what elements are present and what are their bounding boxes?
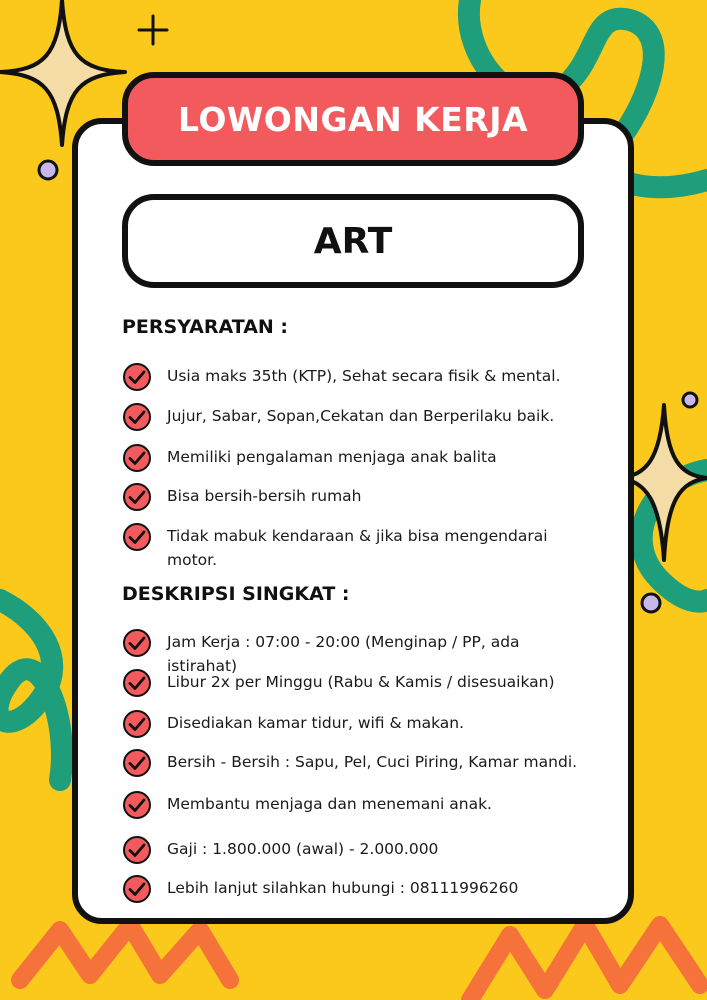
check-circle-icon xyxy=(122,482,152,512)
description-item-text: Lebih lanjut silahkan hubungi : 08111996260 xyxy=(167,879,519,897)
check-circle-icon xyxy=(122,362,152,392)
orange-zigzag-bottom xyxy=(20,925,700,1000)
check-circle-icon xyxy=(122,402,152,432)
requirements-heading: PERSYARATAN : xyxy=(122,316,289,338)
job-title: ART xyxy=(313,220,393,262)
description-heading: DESKRIPSI SINGKAT : xyxy=(122,583,350,605)
dot-icon xyxy=(642,594,660,612)
check-circle-icon xyxy=(122,522,152,552)
plus-icon xyxy=(139,16,167,44)
job-title-box xyxy=(122,194,584,288)
requirement-item-text: Bisa bersih-bersih rumah xyxy=(167,487,362,505)
check-circle-icon xyxy=(122,790,152,820)
header-banner xyxy=(122,72,584,166)
requirement-item-text: Tidak mabuk kendaraan & jika bisa mengendarai motor. xyxy=(167,527,548,569)
check-circle-icon xyxy=(122,443,152,473)
page-title: LOWONGAN KERJA xyxy=(177,99,529,139)
description-item-text: Disediakan kamar tidur, wifi & makan. xyxy=(167,714,465,732)
teal-squiggle-left xyxy=(0,600,62,780)
requirement-item-text: Memiliki pengalaman menjaga anak balita xyxy=(167,448,497,466)
requirement-item-text: Usia maks 35th (KTP), Sehat secara fisik & mental. xyxy=(167,367,561,385)
description-item-text: Membantu menjaga dan menemani anak. xyxy=(167,795,492,813)
description-item-text: Jam Kerja : 07:00 - 20:00 (Menginap / PP, ada istirahat) xyxy=(167,633,520,675)
check-circle-icon xyxy=(122,748,152,778)
check-circle-icon xyxy=(122,835,152,865)
requirement-item-text: Jujur, Sabar, Sopan,Cekatan dan Berperilaku baik. xyxy=(167,407,555,425)
check-circle-icon xyxy=(122,668,152,698)
description-item-text: Bersih - Bersih : Sapu, Pel, Cuci Piring, Kamar mandi. xyxy=(167,753,578,771)
check-circle-icon xyxy=(122,874,152,904)
check-circle-icon xyxy=(122,628,152,658)
description-item-text: Gaji : 1.800.000 (awal) - 2.000.000 xyxy=(167,840,439,858)
description-item-text: Libur 2x per Minggu (Rabu & Kamis / disesuaikan) xyxy=(167,673,555,691)
check-circle-icon xyxy=(122,709,152,739)
dot-icon xyxy=(39,161,57,179)
dot-icon xyxy=(683,393,697,407)
